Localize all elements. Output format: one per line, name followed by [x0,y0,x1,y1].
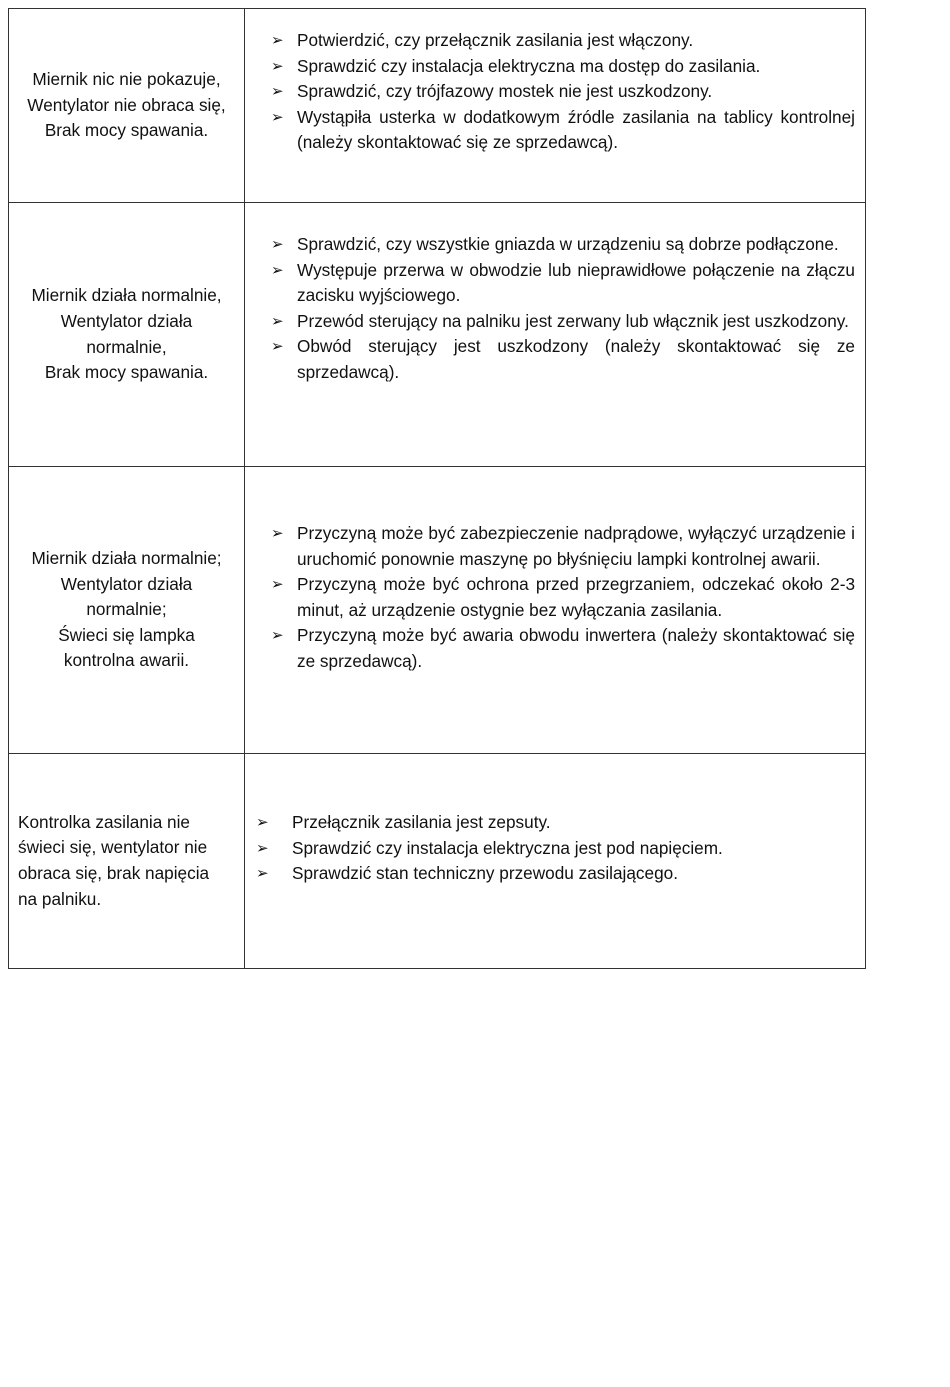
cause-text: Przyczyną może być zabezpieczenie nadprądowe, wyłączyć urządzenie i uruchomić ponownie maszynę po błyśnięciu lampki kontrolnej awarii. [297,523,855,569]
cause-text: Sprawdzić, czy trójfazowy mostek nie jest uszkodzony. [297,81,713,102]
cause-text: Obwód sterujący jest uszkodzony (należy skontaktować się ze sprzedawcą). [297,336,855,382]
arrowhead-bullet-icon: ➢ [271,525,284,542]
arrowhead-bullet-icon: ➢ [271,32,284,49]
list-item [271,105,855,156]
cause-text: Przełącznik zasilania jest zepsuty. [292,812,551,832]
list-item [271,521,855,572]
causes-cell [245,467,865,753]
arrowhead-bullet-icon: ➢ [256,814,269,831]
cause-text: Sprawdzić czy instalacja elektryczna jest pod napięciem. [292,837,723,858]
symptom-cell [9,754,245,968]
list-item [271,309,855,335]
arrowhead-bullet-icon: ➢ [256,839,269,857]
list-item [256,836,855,862]
list-item [271,79,855,105]
cause-text: Sprawdzić stan techniczny przewodu zasilającego. [292,863,678,884]
cause-text: Potwierdzić, czy przełącznik zasilania jest włączony. [297,30,694,50]
cause-text: Przewód sterujący na palniku jest zerwany lub włącznik jest uszkodzony. [297,310,849,331]
causes-list [271,28,855,156]
list-item [271,28,855,54]
symptom-text: Kontrolka zasilania nie świeci się, wentylator nie obraca się, brak napięcia na palniku. [18,811,210,909]
table-row [9,466,865,753]
causes-cell [245,9,865,202]
symptom-text: Miernik działa normalnie; Wentylator działa normalnie; Świeci się lampka kontrolna awarii. [31,548,222,671]
list-item [271,572,855,623]
cause-text: Wystąpiła usterka w dodatkowym źródle zasilania na tablicy kontrolnej (należy skontaktować się ze sprzedawcą). [297,106,855,153]
symptom-text: Miernik działa normalnie, Wentylator działa normalnie, Brak mocy spawania. [31,285,222,383]
list-item [271,623,855,674]
list-item [271,334,855,385]
list-item [271,232,855,258]
table-row [9,202,865,466]
cause-text: Sprawdzić czy instalacja elektryczna ma dostęp do zasilania. [297,55,761,76]
troubleshooting-table [8,8,866,969]
list-item [271,258,855,309]
symptom-cell [9,467,245,753]
causes-cell [245,754,865,968]
arrowhead-bullet-icon: ➢ [271,338,284,356]
list-item [256,810,855,836]
arrowhead-bullet-icon: ➢ [271,108,284,126]
arrowhead-bullet-icon: ➢ [271,83,284,101]
list-item [256,861,855,887]
causes-list [256,810,855,887]
symptom-cell [9,203,245,466]
causes-list [271,232,855,386]
cause-text: Przyczyną może być awaria obwodu inwertera (należy skontaktować się ze sprzedawcą). [297,625,855,671]
arrowhead-bullet-icon: ➢ [271,236,284,253]
arrowhead-bullet-icon: ➢ [271,57,284,75]
causes-list [271,521,855,675]
symptom-cell [9,9,245,202]
cause-text: Sprawdzić, czy wszystkie gniazda w urządzeniu są dobrze podłączone. [297,234,839,254]
arrowhead-bullet-icon: ➢ [271,627,284,645]
table-row [9,753,865,968]
arrowhead-bullet-icon: ➢ [271,576,284,594]
cause-text: Występuje przerwa w obwodzie lub nieprawidłowe połączenie na złączu zacisku wyjściowego. [297,259,855,306]
symptom-text: Miernik nic nie pokazuje, Wentylator nie obraca się, Brak mocy spawania. [27,69,226,141]
cause-text: Przyczyną może być ochrona przed przegrzaniem, odczekać około 2-3 minut, aż urządzenie ostygnie bez wyłączania zasilania. [297,574,855,620]
arrowhead-bullet-icon: ➢ [271,261,284,279]
arrowhead-bullet-icon: ➢ [271,312,284,330]
table-row [9,9,865,202]
list-item [271,54,855,80]
arrowhead-bullet-icon: ➢ [256,865,269,883]
causes-cell [245,203,865,466]
